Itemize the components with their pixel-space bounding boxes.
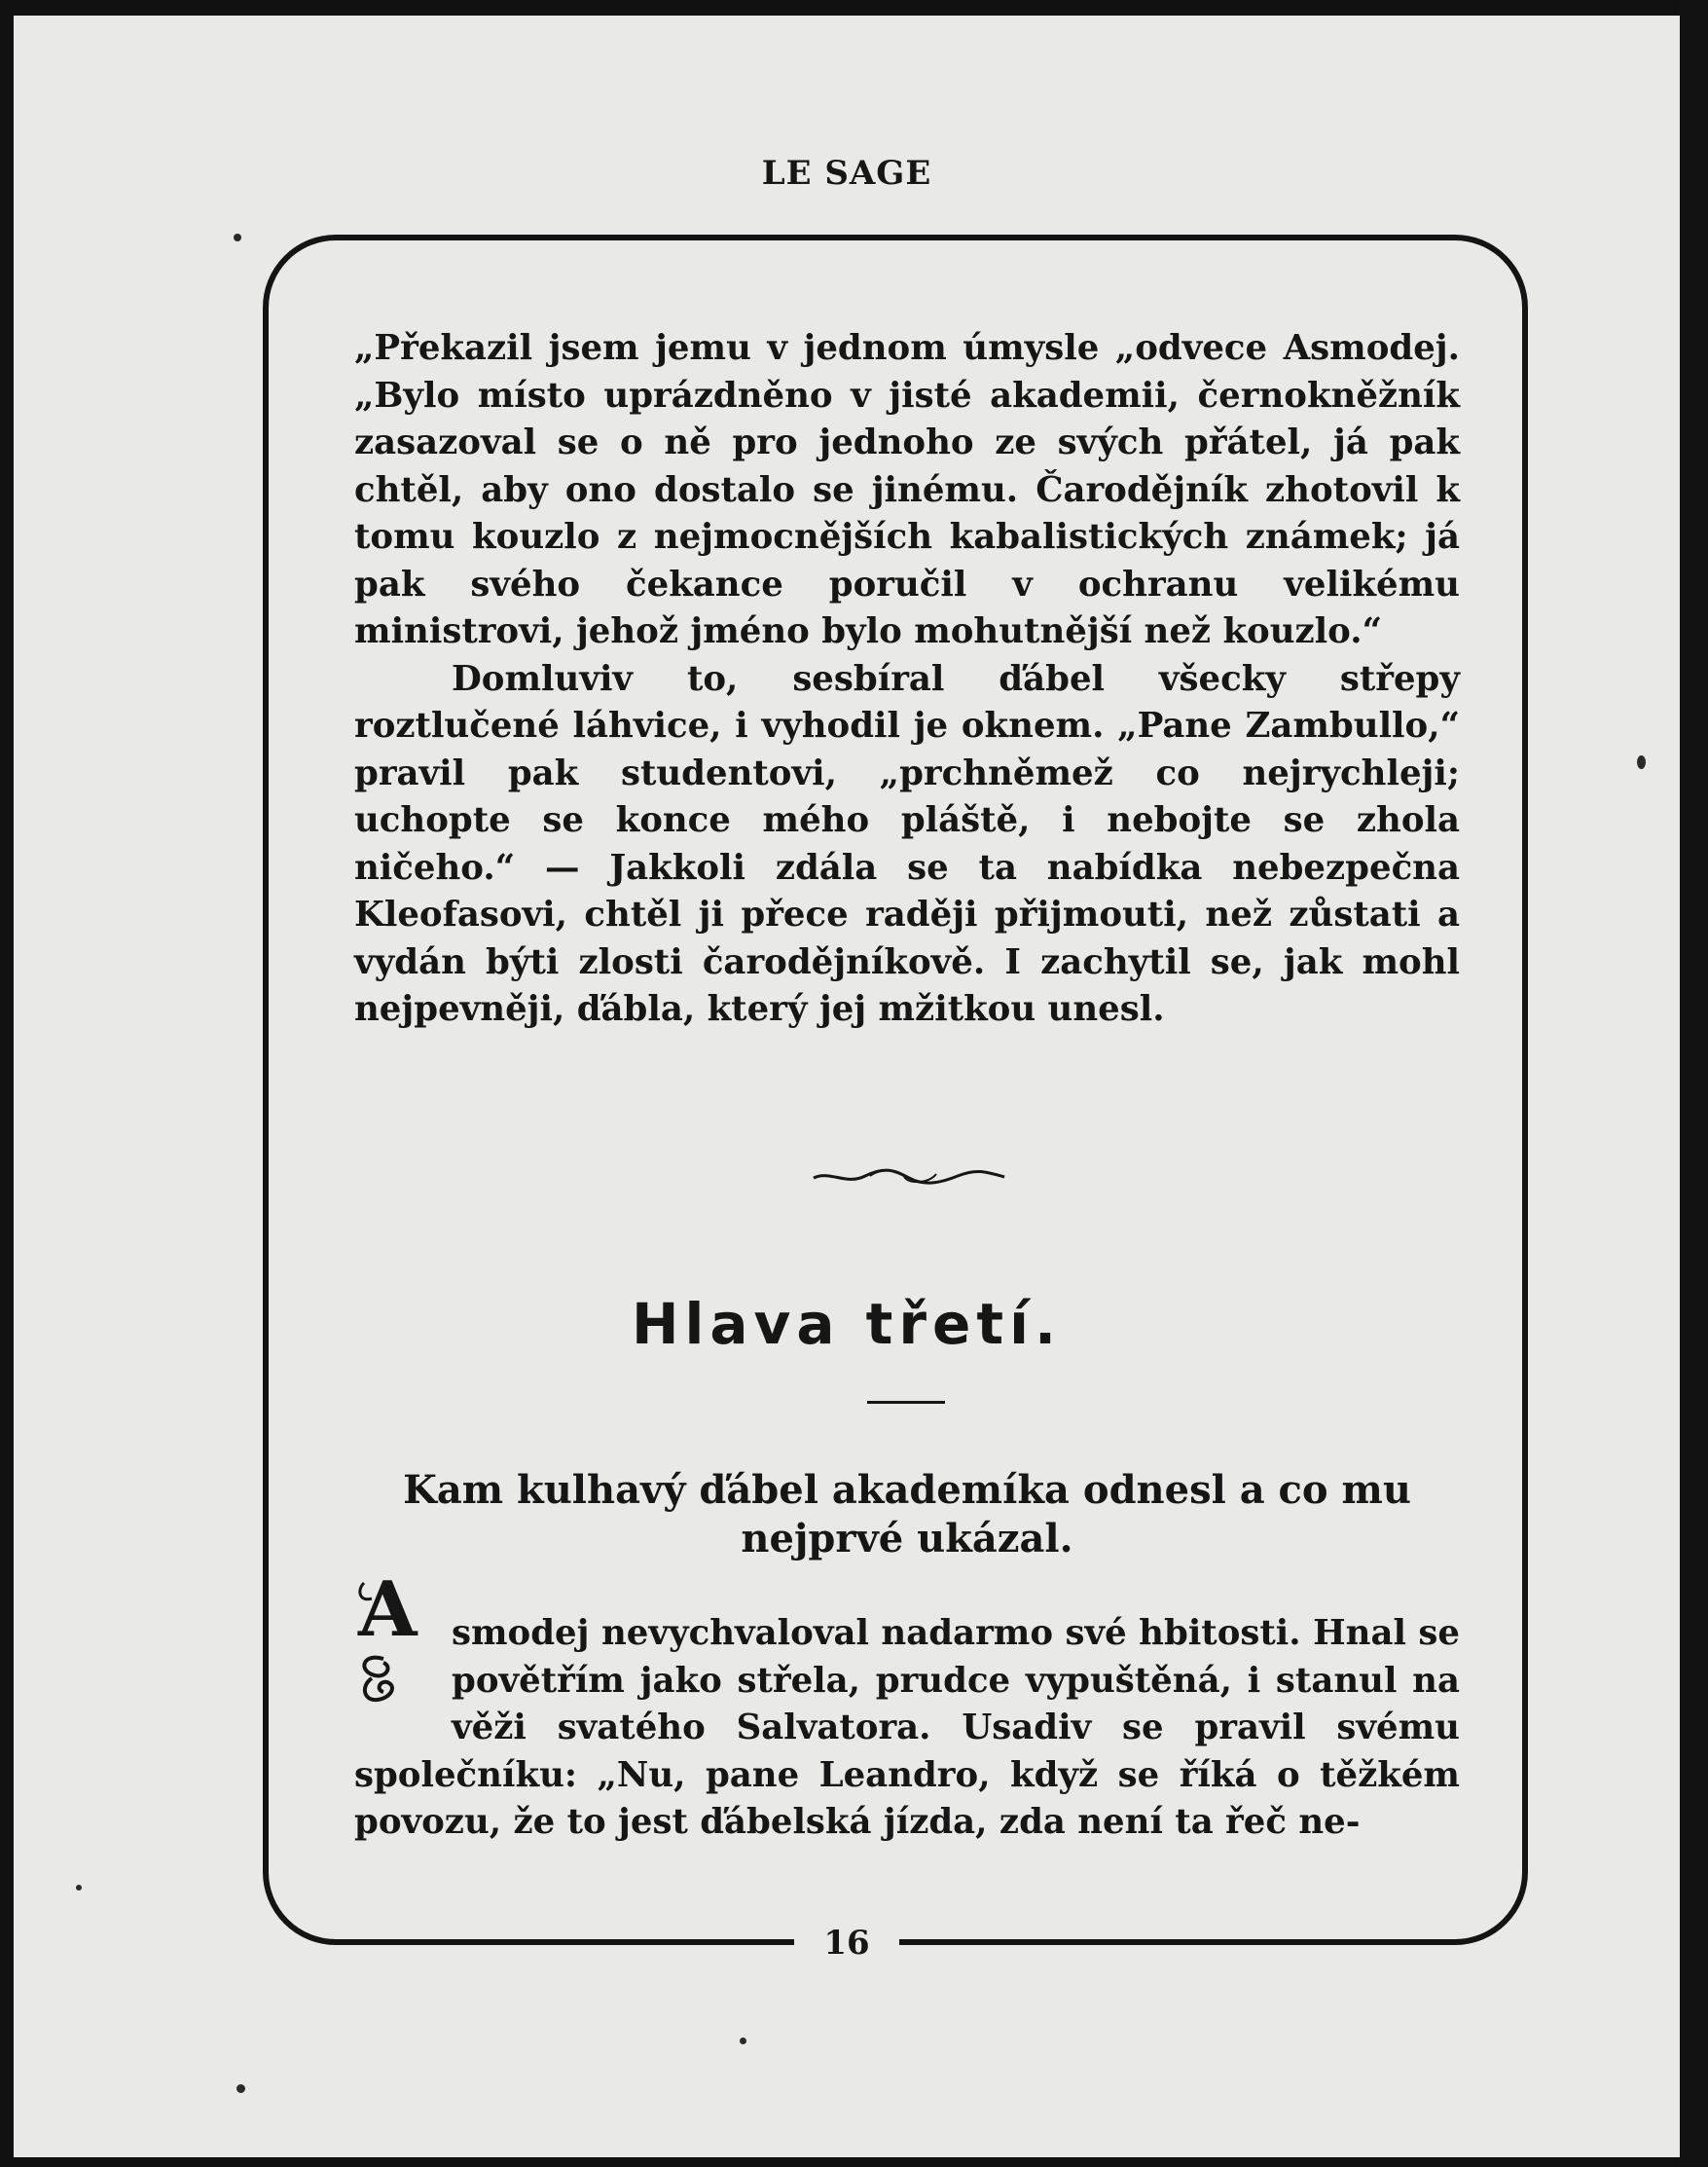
speck — [1637, 755, 1646, 769]
page-number: 16 — [794, 1919, 898, 1967]
running-header: LE SAGE — [761, 154, 932, 193]
paragraph-1: „Překazil jsem jemu v jednom úmysle „odvece Asmodej. „Bylo místo uprázdněno v jisté akademii, černokněžník zasazoval se o ně pro jednoho ze svých přátel, já pak chtěl, aby ono dostalo se jinému. Čarodějník zhotovil k tomu kouzlo z nejmocnějších kabalistických známek; já pak svého čekance poručil v ochranu velikému ministrovi, jehož jméno bylo mohutnější než kouzlo.“ — [354, 328, 1460, 651]
speck — [236, 2084, 245, 2093]
chapter-title: Hlava třetí. — [631, 1291, 1062, 1357]
chapter-first-paragraph: smodej nevychvaloval nadarmo své hbitosti. Hnal se povětřím jako střela, prudce vypuštěná, i stanul na věži svatého Salvatora. Usadiv se pravil svému společníku: „Nu, pane Leandro, když se říká o těžkém povozu, že to jest ďábelská jízda, zda není ta řeč ne- — [354, 1613, 1460, 1842]
page-edge-shadow — [1680, 0, 1708, 2167]
page-number-row — [14, 1919, 1680, 1967]
ornament-flourish — [812, 1162, 1006, 1192]
speck — [76, 1885, 82, 1891]
book-page — [14, 16, 1680, 2157]
text-block-top — [354, 325, 1460, 1034]
paragraph-2: Domluviv to, sesbíral ďábel všecky střepy roztlučené láhvice, i vyhodil je oknem. „Pane Zambullo,“ pravil pak studentovi, „prchněmež co nejrychleji; uchopte se konce mého pláště, i nebojte se zhola ničeho.“ — Jakkoli zdála se ta nabídka nebezpečna Kleofasovi, chtěl ji přece raději přijmouti, než zůstati a vydán býti zlosti čarodějníkově. I zachytil se, jak mohl nejpevněji, ďábla, který jej mžitkou unesl. — [354, 658, 1460, 1029]
chapter-rule — [867, 1401, 945, 1404]
chapter-subtitle: Kam kulhavý ďábel akademíka odnesl a co mu nejprvé ukázal. — [403, 1467, 1411, 1561]
text-block-chapter — [354, 1610, 1460, 1847]
speck — [740, 2038, 746, 2044]
speck — [234, 234, 241, 241]
dropcap-letter: A — [358, 1571, 418, 1654]
